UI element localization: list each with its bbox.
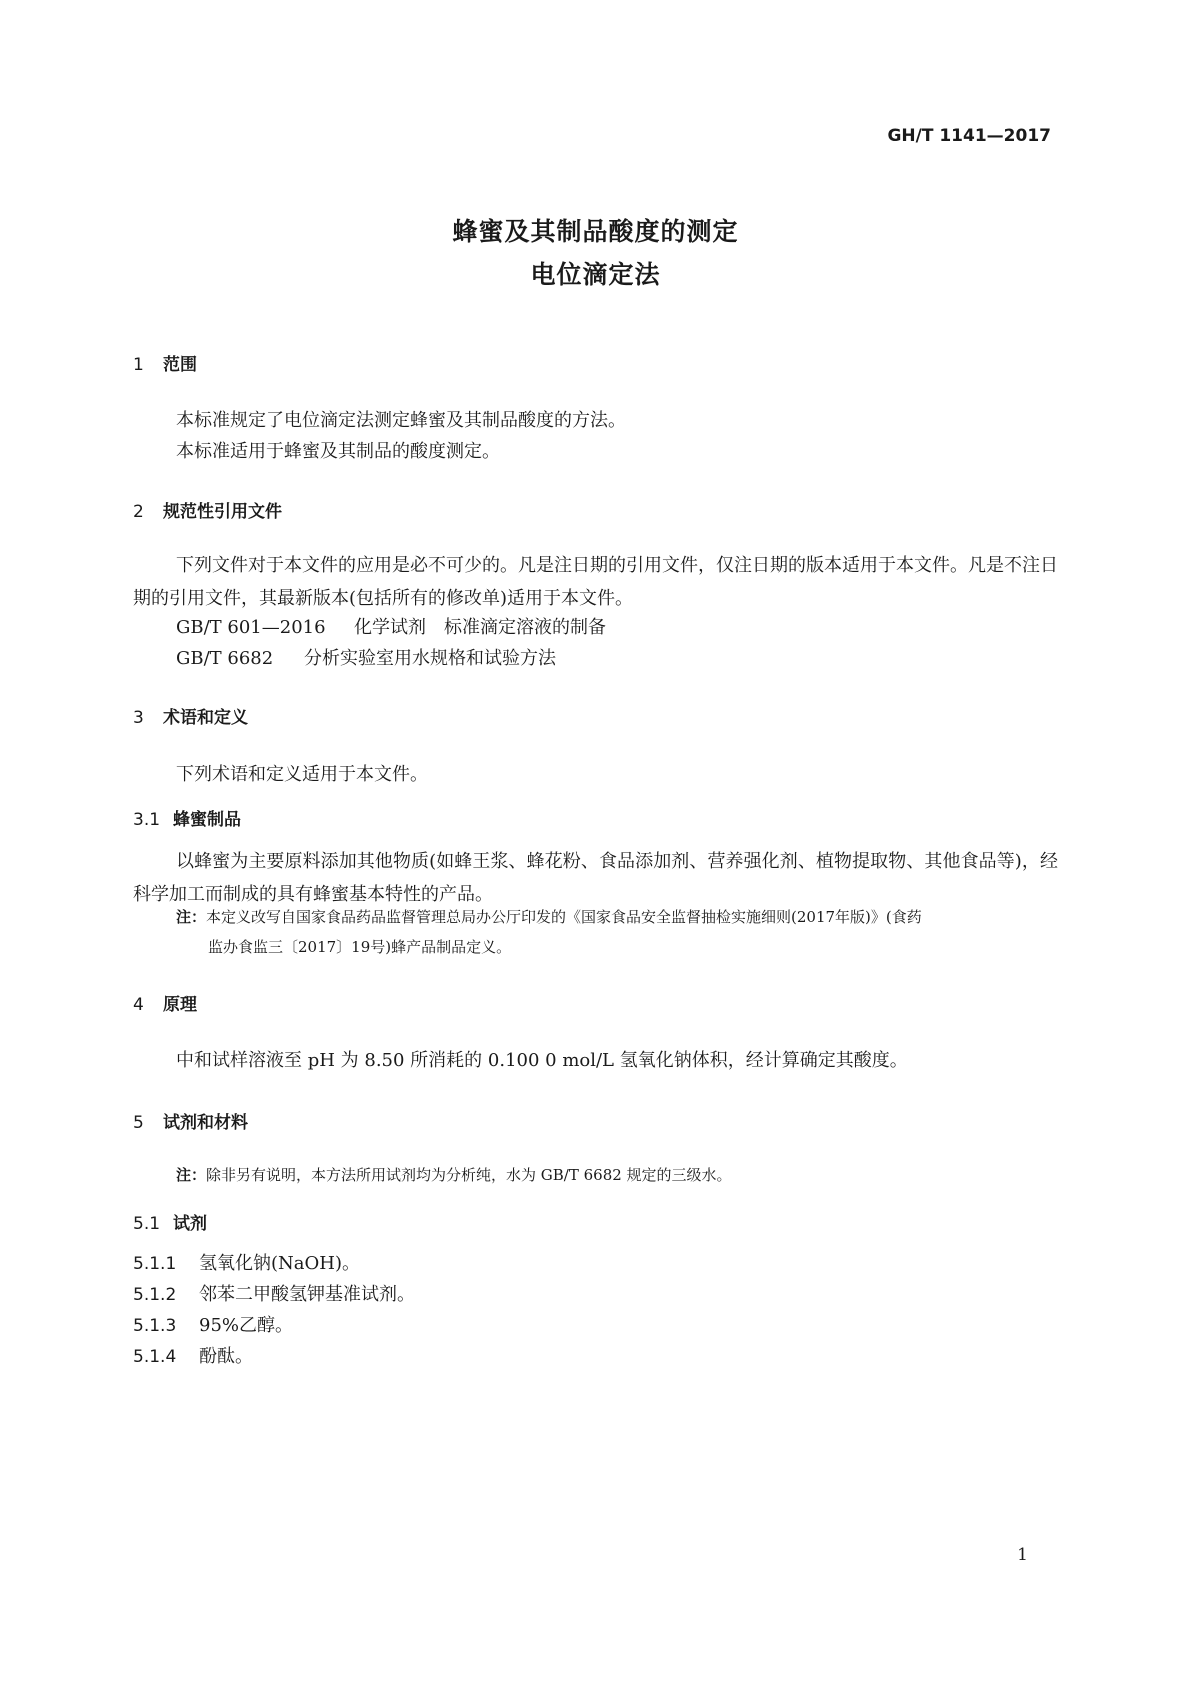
section-number: 5 bbox=[133, 1113, 144, 1133]
standard-code: GH/T 1141—2017 bbox=[887, 126, 1051, 146]
section-1-heading bbox=[133, 350, 197, 375]
item-number: 5.1.4 bbox=[133, 1347, 177, 1367]
note-text: 除非另有说明，本方法所用试剂均为分析纯，水为 GB/T 6682 规定的三级水。 bbox=[206, 1166, 732, 1184]
section-5-heading bbox=[133, 1108, 248, 1133]
principle-paragraph: 中和试样溶液至 pH 为 8.50 所消耗的 0.100 0 mol/L 氢氧化钠体积，经计算确定其酸度。 bbox=[176, 1050, 908, 1071]
section-3-heading bbox=[133, 703, 248, 728]
item-text: 氢氧化钠(NaOH)。 bbox=[199, 1253, 360, 1274]
item-text: 酚酞。 bbox=[199, 1346, 253, 1367]
section-number: 5.1 bbox=[133, 1214, 161, 1234]
reference-title: 分析实验室用水规格和试验方法 bbox=[304, 648, 556, 669]
page-number: 1 bbox=[1017, 1545, 1028, 1565]
section-title: 试剂 bbox=[173, 1214, 207, 1234]
reference-title: 化学试剂 标准滴定溶液的制备 bbox=[354, 617, 606, 638]
reference-item bbox=[176, 644, 556, 670]
note-text-continued: 监办食监三〔2017〕19号)蜂产品制品定义。 bbox=[208, 938, 512, 956]
section-title: 原理 bbox=[163, 995, 197, 1015]
section-number: 4 bbox=[133, 995, 144, 1015]
scope-paragraph-2: 本标准适用于蜂蜜及其制品的酸度测定。 bbox=[176, 441, 500, 462]
section-title: 术语和定义 bbox=[163, 708, 248, 728]
note-label: 注： bbox=[176, 1166, 207, 1184]
section-number: 1 bbox=[133, 355, 144, 375]
section-title: 试剂和材料 bbox=[163, 1113, 248, 1133]
reference-code: GB/T 6682 bbox=[176, 648, 274, 669]
note-label: 注： bbox=[176, 908, 207, 926]
reference-code: GB/T 601—2016 bbox=[176, 617, 326, 638]
section-4-heading bbox=[133, 990, 197, 1015]
section-number: 3 bbox=[133, 708, 144, 728]
scope-paragraph-1: 本标准规定了电位滴定法测定蜂蜜及其制品酸度的方法。 bbox=[176, 410, 626, 431]
reference-item bbox=[176, 613, 606, 639]
definition-note bbox=[176, 902, 1056, 962]
item-number: 5.1.2 bbox=[133, 1285, 177, 1305]
section-3-1-heading bbox=[133, 805, 241, 830]
section-2-heading bbox=[133, 497, 282, 522]
reagents-note bbox=[176, 1160, 1056, 1190]
section-title: 规范性引用文件 bbox=[163, 502, 282, 522]
normative-references-paragraph: 下列文件对于本文件的应用是必不可少的。凡是注日期的引用文件，仅注日期的版本适用于本文件。凡是不注日期的引用文件，其最新版本(包括所有的修改单)适用于本文件。 bbox=[133, 555, 1058, 609]
item-number: 5.1.1 bbox=[133, 1254, 177, 1274]
item-text: 邻苯二甲酸氢钾基准试剂。 bbox=[199, 1284, 415, 1305]
section-number: 2 bbox=[133, 502, 144, 522]
reagent-item bbox=[133, 1280, 415, 1306]
reagent-item bbox=[133, 1249, 360, 1275]
item-number: 5.1.3 bbox=[133, 1316, 177, 1336]
honey-product-definition: 以蜂蜜为主要原料添加其他物质(如蜂王浆、蜂花粉、食品添加剂、营养强化剂、植物提取物、其他食品等)，经科学加工而制成的具有蜂蜜基本特性的产品。 bbox=[133, 851, 1058, 905]
note-text: 本定义改写自国家食品药品监督管理总局办公厅印发的《国家食品安全监督抽检实施细则(2017年版)》(食药 bbox=[206, 908, 922, 926]
reagent-item bbox=[133, 1342, 253, 1368]
section-5-1-heading bbox=[133, 1209, 207, 1234]
document-title: 蜂蜜及其制品酸度的测定 bbox=[452, 217, 739, 246]
document-subtitle: 电位滴定法 bbox=[530, 260, 661, 289]
section-number: 3.1 bbox=[133, 810, 161, 830]
reagent-item bbox=[133, 1311, 293, 1337]
section-title: 范围 bbox=[163, 355, 197, 375]
item-text: 95%乙醇。 bbox=[199, 1315, 294, 1336]
terms-paragraph: 下列术语和定义适用于本文件。 bbox=[176, 764, 428, 785]
section-title: 蜂蜜制品 bbox=[173, 810, 241, 830]
